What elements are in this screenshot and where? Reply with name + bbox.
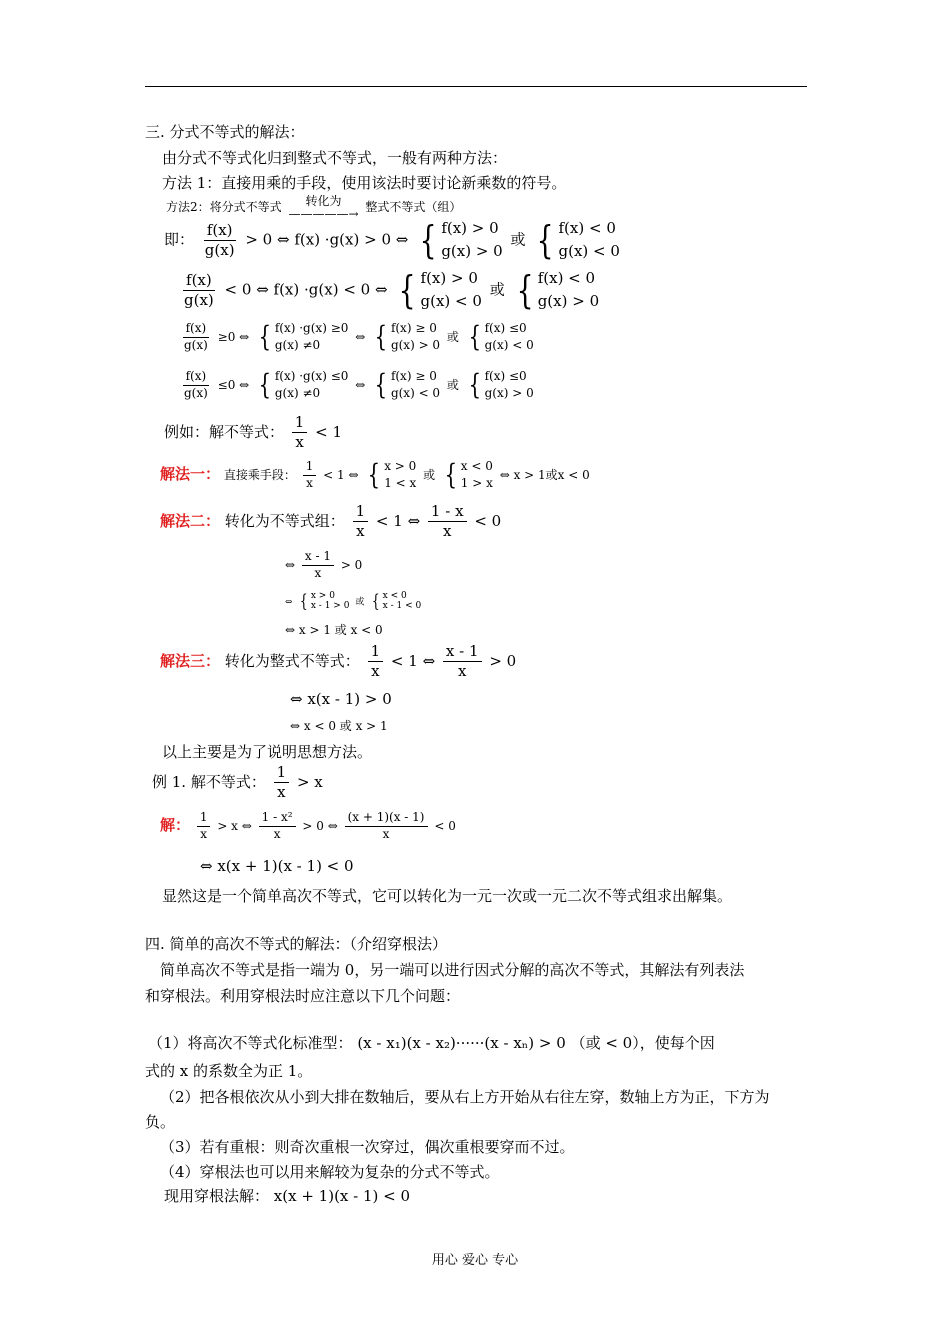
summary-text: 以上主要是为了说明思想方法。 [162,743,373,761]
denominator: x [382,826,390,841]
or-label: 或 [446,329,459,344]
numerator: 1 [368,643,384,662]
condition: f(x) < 0 [537,269,596,287]
item1-line-a [148,1033,715,1053]
standard-form-formula: (x - x₁)(x - x₂)······(x - xₙ) > 0 [357,1034,566,1052]
condition: g(x) < 0 [420,292,482,311]
fraction [443,643,482,681]
fraction [292,414,308,452]
method2-under: —————→ [288,206,359,221]
condition: x - 1 < 0 [382,600,422,611]
condition: g(x) < 0 [390,386,441,401]
condition: f(x) < 0 [558,219,616,237]
rule2-row [178,267,602,314]
condition: 1 < x [384,476,417,491]
solution2-step3 [285,592,424,612]
denominator: x [356,522,365,541]
denominator: x [442,522,452,541]
fraction [302,550,334,581]
condition: g(x) > 0 [441,242,503,261]
section4-para1b: 和穿根法。利用穿根法时应注意以下几个问题： [145,987,461,1005]
example1-solution-row [160,811,456,842]
fraction [368,643,384,681]
denominator: x [295,433,304,452]
solution1-text: 直接乘手段： [223,467,296,482]
solution1-tail: ⇔ x > 1或x < 0 [499,467,590,482]
condition: f(x) ≥ 0 [390,369,437,383]
item1-suffix: （或 < 0），使每个因 [570,1034,715,1052]
condition: g(x) > 0 [390,338,441,353]
fraction [345,811,428,842]
denominator: g(x) [184,290,214,309]
denominator: g(x) [184,385,208,400]
iff-symbol: ⇔ [355,329,366,344]
relation: > 0 ⇔ [302,818,338,833]
or-label: 或 [489,280,505,299]
system-brace: { f(x) ≤0 g(x) > 0 [468,368,534,402]
conclusion-text: 显然这是一个简单高次不等式，它可以转化为一元一次或一元二次不等式组求出解集。 [162,887,733,905]
system-brace: { f(x) > 0 g(x) < 0 [398,268,482,313]
ji-label: 即： [164,230,195,249]
section4-title: 四. 简单的高次不等式的解法：（介绍穿根法） [145,935,448,953]
rule4-lhs: ≤0 ⇔ [217,377,250,392]
solution1-mid: < 1 ⇔ [323,467,359,482]
section3-intro: 由分式不等式化归到整式不等式，一般有两种方法： [162,149,508,167]
numerator: 1 [274,764,290,783]
solution1-row [160,458,590,493]
example-row [164,414,342,452]
denominator: g(x) [184,337,208,352]
solution3-row [160,643,516,681]
rule1-lhs: > 0 ⇔ f(x) ·g(x) > 0 ⇔ [245,230,409,249]
fraction [181,272,217,310]
rule2-lhs: < 0 ⇔ f(x) ·g(x) < 0 ⇔ [224,280,388,299]
solution3-step2: ⇔ x(x - 1) > 0 [290,690,392,708]
numerator: 1 - x [428,503,467,522]
solution-label: 解： [160,815,191,834]
numerator: 1 [292,414,308,433]
denominator: x [306,475,313,490]
example1-step2: ⇔ x(x + 1)(x - 1) < 0 [200,857,354,875]
condition: g(x) ≠0 [274,386,321,401]
example1-label: 例 1. 解不等式： [152,772,266,791]
denominator: x [371,662,380,681]
system-brace: { x < 0 1 > x [444,458,493,492]
solution1-label: 解法一： [160,464,221,483]
condition: g(x) < 0 [558,242,620,261]
example1-relation: > x [296,772,323,791]
or-label: 或 [355,597,365,608]
or-label: 或 [446,377,459,392]
method1-text: 方法 1：直接用乘的手段，使用该法时要讨论新乘数的符号。 [162,174,567,192]
condition: x > 0 [384,459,417,473]
item3-line: （3）若有重根：则奇次重根一次穿过，偶次重根要穿而不过。 [160,1138,575,1156]
condition: f(x) ≥ 0 [390,321,437,335]
fraction [202,222,238,260]
system-brace: { x > 0 1 < x [368,458,417,492]
denominator: x [200,826,208,841]
condition: g(x) < 0 [484,338,534,353]
fraction [353,503,369,541]
condition: g(x) > 0 [537,292,600,311]
system-brace: { f(x) ·g(x) ≥0 g(x) ≠0 [258,320,349,354]
fraction [259,811,296,842]
iff-symbol: ⇔ [285,557,296,572]
fraction [197,811,211,842]
denominator: x [457,662,467,681]
item1-prefix: （1）将高次不等式化标准型： [148,1034,353,1052]
fraction [303,460,317,491]
system-brace: { f(x) ≤0 g(x) < 0 [468,320,534,354]
solution2-step2 [285,550,362,581]
method2-suffix: 整式不等式（组） [365,200,462,215]
condition: f(x) > 0 [441,219,499,237]
solution2-mid: < 1 ⇔ [375,511,421,530]
fraction [428,503,467,541]
denominator: x [314,565,322,580]
header-rule [145,86,807,87]
solution2-tail: < 0 [474,511,502,530]
solution3-step3: ⇔ x < 0 或 x > 1 [290,719,388,733]
rule1-row [164,217,623,264]
condition: f(x) > 0 [420,269,478,287]
item2-line-b: 负。 [145,1113,176,1131]
system-brace: { x < 0 x - 1 < 0 [371,590,422,612]
system-brace: { x > 0 x - 1 > 0 [300,590,350,612]
or-label: 或 [510,230,526,249]
solution3-tail: > 0 [489,651,517,670]
numerator: 1 [353,503,369,522]
numerator: x - 1 [443,643,482,662]
iff-symbol: ⇔ [285,597,293,608]
condition: x - 1 > 0 [310,600,350,611]
condition: f(x) ·g(x) ≤0 [274,369,349,383]
numerator: x - 1 [302,550,334,566]
numerator: 1 - x² [259,811,296,827]
denominator: x [273,826,281,841]
condition: x < 0 [382,591,407,601]
section4-para1a: 简单高次不等式是指一端为 0，另一端可以进行因式分解的高次不等式，其解法有列表法 [160,961,745,979]
or-label: 或 [423,467,436,482]
now-label: 现用穿根法解： [164,1187,270,1205]
fraction [181,322,211,353]
condition: g(x) > 0 [484,386,534,401]
denominator: x [277,783,286,802]
fraction [274,764,290,802]
fraction [181,370,211,401]
section3-title: 三. 分式不等式的解法： [145,123,305,141]
now-line [164,1186,410,1206]
condition: g(x) ≠0 [274,338,321,353]
system-brace: { f(x) ·g(x) ≤0 g(x) ≠0 [258,368,349,402]
system-brace: { f(x) < 0 g(x) > 0 [516,268,600,313]
solution3-mid: < 1 ⇔ [390,651,436,670]
iff-symbol: ⇔ [355,377,366,392]
system-brace: { f(x) ≥ 0 g(x) > 0 [374,320,441,354]
numerator: 1 [303,460,317,476]
solution3-text: 转化为整式不等式： [224,651,360,670]
example-relation: < 1 [315,422,343,441]
rule3-row [178,320,537,355]
relation: < 0 [434,818,456,833]
numerator: f(x) [183,370,210,386]
example-label: 例如：解不等式： [164,422,285,441]
denominator: g(x) [204,240,235,259]
numerator: (x + 1)(x - 1) [345,811,428,827]
rule3-lhs: ≥0 ⇔ [217,329,250,344]
solution2-step4: ⇔ x > 1 或 x < 0 [285,623,383,637]
solution2-label: 解法二： [160,511,221,530]
condition: f(x) ≤0 [484,321,527,335]
item2-line-a: （2）把各根依次从小到大排在数轴后，要从右上方开始从右往左穿，数轴上方为正，下方为 [160,1088,770,1106]
numerator: f(x) [183,272,215,291]
method2-over: 转化为 [305,194,342,208]
numerator: f(x) [204,222,236,241]
system-brace: { f(x) < 0 g(x) < 0 [536,218,620,263]
system-brace: { f(x) > 0 g(x) > 0 [419,218,503,263]
page-footer: 用心 爱心 专心 [431,1253,519,1268]
numerator: 1 [197,811,211,827]
now-formula: x(x + 1)(x - 1) < 0 [273,1187,411,1205]
condition: x > 0 [310,591,335,601]
condition: 1 > x [460,476,493,491]
numerator: f(x) [183,322,210,338]
system-brace: { f(x) ≥ 0 g(x) < 0 [374,368,441,402]
condition: x < 0 [460,459,493,473]
solution2-row [160,503,501,541]
condition: f(x) ≤0 [484,369,527,383]
relation: > x ⇔ [217,818,252,833]
relation: > 0 [340,557,363,572]
condition: f(x) ·g(x) ≥0 [274,321,349,335]
item4-line: （4）穿根法也可以用来解较为复杂的分式不等式。 [160,1163,500,1181]
solution2-text: 转化为不等式组： [224,511,345,530]
rule4-row [178,368,537,403]
method2-prefix: 方法2：将分式不等式 [166,200,282,215]
item1-line-b: 式的 x 的系数全为正 1。 [145,1062,313,1080]
solution3-label: 解法三： [160,651,221,670]
example1-row [152,764,323,802]
